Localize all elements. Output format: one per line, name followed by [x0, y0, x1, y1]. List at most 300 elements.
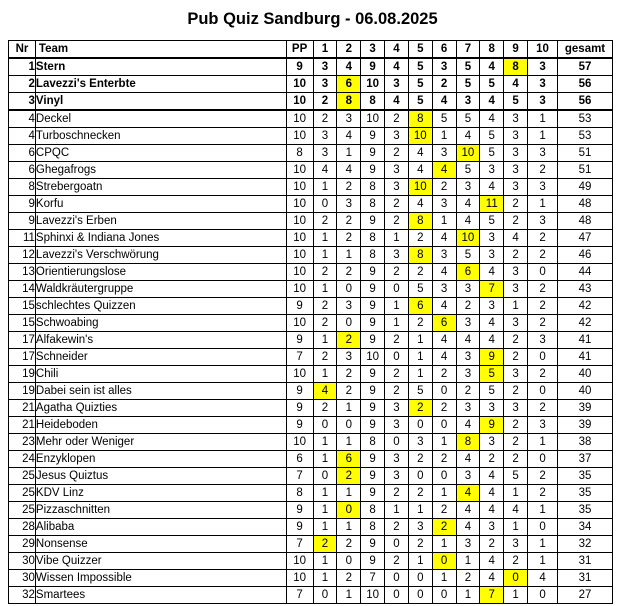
round-9-score-cell: 3 — [504, 128, 528, 145]
total-cell: 47 — [558, 230, 613, 247]
round-2-score-cell: 0 — [337, 417, 361, 434]
total-cell: 51 — [558, 162, 613, 179]
round-7-score-cell: 10 — [456, 145, 480, 162]
pp-cell: 10 — [286, 247, 313, 264]
round-9-score-cell: 2 — [504, 213, 528, 230]
round-7-score-cell: 3 — [456, 93, 480, 111]
header-round-7: 7 — [456, 41, 480, 59]
total-cell: 51 — [558, 145, 613, 162]
round-8-score-cell: 4 — [480, 264, 504, 281]
pp-cell: 6 — [286, 451, 313, 468]
round-5-score-cell: 3 — [408, 434, 432, 451]
table-row — [9, 298, 613, 315]
round-6-score-cell: 3 — [432, 58, 456, 76]
round-4-score-cell: 2 — [385, 332, 409, 349]
total-cell: 34 — [558, 519, 613, 536]
round-5-score-cell: 1 — [408, 349, 432, 366]
pp-cell: 7 — [286, 536, 313, 553]
rank-cell: 9 — [9, 196, 36, 213]
round-10-score-cell: 3 — [528, 417, 558, 434]
pp-cell: 10 — [286, 315, 313, 332]
round-7-score-cell: 5 — [456, 162, 480, 179]
round-7-score-cell: 3 — [456, 349, 480, 366]
header-round-4: 4 — [385, 41, 409, 59]
round-7-score-cell: 5 — [456, 247, 480, 264]
round-10-score-cell: 2 — [528, 298, 558, 315]
total-cell: 31 — [558, 570, 613, 587]
round-2-score-cell: 1 — [337, 247, 361, 264]
round-9-score-cell: 3 — [504, 145, 528, 162]
team-name-cell: Agatha Quizties — [35, 400, 286, 417]
round-1-score-cell: 3 — [313, 128, 337, 145]
round-1-score-cell: 3 — [313, 58, 337, 76]
round-9-score-cell: 2 — [504, 349, 528, 366]
round-2-score-cell: 2 — [337, 366, 361, 383]
total-cell: 38 — [558, 434, 613, 451]
round-2-score-cell: 2 — [337, 179, 361, 196]
round-3-score-cell: 9 — [361, 332, 385, 349]
round-8-score-cell: 4 — [480, 332, 504, 349]
pp-cell: 8 — [286, 485, 313, 502]
round-7-score-cell: 3 — [456, 468, 480, 485]
rank-cell: 17 — [9, 349, 36, 366]
round-8-score-cell: 3 — [480, 519, 504, 536]
team-name-cell: Deckel — [35, 110, 286, 128]
round-10-score-cell: 1 — [528, 502, 558, 519]
round-7-score-cell: 8 — [456, 434, 480, 451]
round-2-score-cell: 3 — [337, 196, 361, 213]
round-3-score-cell: 9 — [361, 264, 385, 281]
round-7-score-cell: 3 — [456, 400, 480, 417]
round-7-score-cell: 3 — [456, 536, 480, 553]
round-8-score-cell: 5 — [480, 128, 504, 145]
header-pp: PP — [286, 41, 313, 59]
rank-cell: 23 — [9, 434, 36, 451]
round-8-score-cell: 5 — [480, 76, 504, 93]
total-cell: 40 — [558, 366, 613, 383]
round-1-score-cell: 2 — [313, 93, 337, 111]
round-5-score-cell: 4 — [408, 145, 432, 162]
total-cell: 39 — [558, 417, 613, 434]
total-cell: 49 — [558, 179, 613, 196]
total-cell: 56 — [558, 93, 613, 111]
rank-cell: 13 — [9, 264, 36, 281]
header-round-10: 10 — [528, 41, 558, 59]
round-8-score-cell: 4 — [480, 315, 504, 332]
round-2-score-cell: 3 — [337, 298, 361, 315]
round-7-score-cell: 4 — [456, 451, 480, 468]
round-3-score-cell: 8 — [361, 247, 385, 264]
table-row — [9, 451, 613, 468]
round-10-score-cell: 1 — [528, 434, 558, 451]
round-6-score-cell: 3 — [432, 247, 456, 264]
total-cell: 53 — [558, 128, 613, 145]
pp-cell: 9 — [286, 383, 313, 400]
round-5-score-cell: 2 — [408, 451, 432, 468]
rank-cell: 30 — [9, 553, 36, 570]
round-3-score-cell: 7 — [361, 570, 385, 587]
round-6-score-cell: 2 — [432, 76, 456, 93]
round-5-score-cell: 0 — [408, 587, 432, 604]
round-2-score-cell: 3 — [337, 349, 361, 366]
rank-cell: 21 — [9, 417, 36, 434]
round-2-score-cell: 2 — [337, 536, 361, 553]
round-5-score-cell: 0 — [408, 417, 432, 434]
header-round-8: 8 — [480, 41, 504, 59]
round-8-score-cell: 3 — [480, 400, 504, 417]
round-1-score-cell: 1 — [313, 519, 337, 536]
total-cell: 41 — [558, 349, 613, 366]
team-name-cell: Waldkräutergruppe — [35, 281, 286, 298]
round-3-score-cell: 8 — [361, 519, 385, 536]
round-7-score-cell: 1 — [456, 587, 480, 604]
round-5-score-cell: 1 — [408, 502, 432, 519]
round-7-score-cell: 5 — [456, 76, 480, 93]
round-9-score-cell: 3 — [504, 281, 528, 298]
team-name-cell: Lavezzi's Verschwörung — [35, 247, 286, 264]
total-cell: 32 — [558, 536, 613, 553]
round-6-score-cell: 4 — [432, 162, 456, 179]
round-2-score-cell: 2 — [337, 230, 361, 247]
table-row — [9, 76, 613, 93]
table-row — [9, 58, 613, 76]
round-9-score-cell: 1 — [504, 587, 528, 604]
round-5-score-cell: 0 — [408, 570, 432, 587]
rank-cell: 12 — [9, 247, 36, 264]
round-7-score-cell: 2 — [456, 383, 480, 400]
round-5-score-cell: 5 — [408, 93, 432, 111]
round-6-score-cell: 2 — [432, 400, 456, 417]
rank-cell: 9 — [9, 213, 36, 230]
round-7-score-cell: 5 — [456, 110, 480, 128]
team-name-cell: CPQC — [35, 145, 286, 162]
round-8-score-cell: 9 — [480, 349, 504, 366]
total-cell: 57 — [558, 58, 613, 76]
round-6-score-cell: 4 — [432, 230, 456, 247]
round-7-score-cell: 2 — [456, 298, 480, 315]
round-9-score-cell: 3 — [504, 315, 528, 332]
header-row — [9, 41, 613, 59]
pp-cell: 9 — [286, 400, 313, 417]
round-3-score-cell: 9 — [361, 145, 385, 162]
team-name-cell: Jesus Quiztus — [35, 468, 286, 485]
round-1-score-cell: 0 — [313, 417, 337, 434]
pp-cell: 10 — [286, 281, 313, 298]
round-2-score-cell: 2 — [337, 383, 361, 400]
header-round-6: 6 — [432, 41, 456, 59]
round-3-score-cell: 9 — [361, 162, 385, 179]
team-name-cell: Nonsense — [35, 536, 286, 553]
round-10-score-cell: 2 — [528, 400, 558, 417]
round-5-score-cell: 2 — [408, 485, 432, 502]
round-8-score-cell: 7 — [480, 281, 504, 298]
round-3-score-cell: 8 — [361, 230, 385, 247]
round-6-score-cell: 0 — [432, 587, 456, 604]
round-3-score-cell: 10 — [361, 76, 385, 93]
round-10-score-cell: 0 — [528, 587, 558, 604]
round-8-score-cell: 4 — [480, 468, 504, 485]
round-2-score-cell: 0 — [337, 502, 361, 519]
round-2-score-cell: 2 — [337, 468, 361, 485]
pp-cell: 10 — [286, 570, 313, 587]
team-name-cell: Pizzaschnitten — [35, 502, 286, 519]
round-3-score-cell: 8 — [361, 434, 385, 451]
round-10-score-cell: 1 — [528, 536, 558, 553]
round-2-score-cell: 0 — [337, 281, 361, 298]
round-2-score-cell: 2 — [337, 332, 361, 349]
round-3-score-cell: 9 — [361, 298, 385, 315]
total-cell: 44 — [558, 264, 613, 281]
rank-cell: 25 — [9, 468, 36, 485]
round-1-score-cell: 0 — [313, 196, 337, 213]
round-3-score-cell: 10 — [361, 110, 385, 128]
round-7-score-cell: 4 — [456, 213, 480, 230]
team-name-cell: Stern — [35, 58, 286, 76]
round-8-score-cell: 2 — [480, 536, 504, 553]
team-name-cell: Smartees — [35, 587, 286, 604]
pp-cell: 10 — [286, 230, 313, 247]
round-2-score-cell: 1 — [337, 587, 361, 604]
pp-cell: 10 — [286, 76, 313, 93]
pp-cell: 10 — [286, 196, 313, 213]
team-name-cell: Schneider — [35, 349, 286, 366]
round-1-score-cell: 2 — [313, 536, 337, 553]
round-8-score-cell: 3 — [480, 230, 504, 247]
round-5-score-cell: 8 — [408, 110, 432, 128]
team-name-cell: Enzyklopen — [35, 451, 286, 468]
total-cell: 39 — [558, 400, 613, 417]
round-8-score-cell: 4 — [480, 502, 504, 519]
team-name-cell: Chili — [35, 366, 286, 383]
round-2-score-cell: 4 — [337, 128, 361, 145]
round-5-score-cell: 4 — [408, 162, 432, 179]
round-9-score-cell: 3 — [504, 264, 528, 281]
round-2-score-cell: 8 — [337, 93, 361, 111]
round-2-score-cell: 2 — [337, 570, 361, 587]
round-6-score-cell: 3 — [432, 281, 456, 298]
pp-cell: 10 — [286, 128, 313, 145]
pp-cell: 10 — [286, 162, 313, 179]
pp-cell: 7 — [286, 468, 313, 485]
round-1-score-cell: 2 — [313, 400, 337, 417]
team-name-cell: Schwoabing — [35, 315, 286, 332]
rank-cell: 29 — [9, 536, 36, 553]
round-4-score-cell: 1 — [385, 298, 409, 315]
round-9-score-cell: 3 — [504, 366, 528, 383]
rank-cell: 11 — [9, 230, 36, 247]
round-9-score-cell: 0 — [504, 570, 528, 587]
round-3-score-cell: 9 — [361, 553, 385, 570]
round-9-score-cell: 4 — [504, 230, 528, 247]
round-4-score-cell: 3 — [385, 400, 409, 417]
table-row — [9, 468, 613, 485]
total-cell: 48 — [558, 213, 613, 230]
round-3-score-cell: 9 — [361, 400, 385, 417]
round-6-score-cell: 5 — [432, 110, 456, 128]
round-7-score-cell: 4 — [456, 332, 480, 349]
round-1-score-cell: 2 — [313, 349, 337, 366]
round-9-score-cell: 3 — [504, 400, 528, 417]
round-9-score-cell: 2 — [504, 451, 528, 468]
round-3-score-cell: 9 — [361, 366, 385, 383]
round-8-score-cell: 3 — [480, 162, 504, 179]
round-4-score-cell: 2 — [385, 553, 409, 570]
round-5-score-cell: 10 — [408, 179, 432, 196]
team-name-cell: Mehr oder Weniger — [35, 434, 286, 451]
round-4-score-cell: 2 — [385, 383, 409, 400]
round-7-score-cell: 10 — [456, 230, 480, 247]
pp-cell: 10 — [286, 366, 313, 383]
round-10-score-cell: 3 — [528, 93, 558, 111]
pp-cell: 9 — [286, 332, 313, 349]
round-9-score-cell: 4 — [504, 76, 528, 93]
round-4-score-cell: 0 — [385, 349, 409, 366]
round-10-score-cell: 4 — [528, 570, 558, 587]
round-4-score-cell: 0 — [385, 536, 409, 553]
total-cell: 53 — [558, 110, 613, 128]
team-name-cell: Strebergoatn — [35, 179, 286, 196]
total-cell: 40 — [558, 383, 613, 400]
round-6-score-cell: 1 — [432, 434, 456, 451]
round-10-score-cell: 2 — [528, 281, 558, 298]
round-1-score-cell: 2 — [313, 298, 337, 315]
round-6-score-cell: 4 — [432, 298, 456, 315]
round-6-score-cell: 1 — [432, 536, 456, 553]
round-2-score-cell: 1 — [337, 485, 361, 502]
round-10-score-cell: 2 — [528, 485, 558, 502]
round-1-score-cell: 2 — [313, 264, 337, 281]
round-10-score-cell: 0 — [528, 349, 558, 366]
round-4-score-cell: 2 — [385, 519, 409, 536]
pp-cell: 10 — [286, 93, 313, 111]
round-7-score-cell: 2 — [456, 570, 480, 587]
header-round-2: 2 — [337, 41, 361, 59]
pp-cell: 7 — [286, 349, 313, 366]
team-name-cell: Alibaba — [35, 519, 286, 536]
round-2-score-cell: 3 — [337, 110, 361, 128]
results-table — [8, 40, 613, 604]
round-8-score-cell: 5 — [480, 213, 504, 230]
round-8-score-cell: 4 — [480, 110, 504, 128]
round-10-score-cell: 0 — [528, 383, 558, 400]
team-name-cell: Turboschnecken — [35, 128, 286, 145]
table-row — [9, 179, 613, 196]
rank-cell: 15 — [9, 298, 36, 315]
table-row — [9, 162, 613, 179]
round-1-score-cell: 1 — [313, 332, 337, 349]
round-10-score-cell: 2 — [528, 230, 558, 247]
rank-cell: 3 — [9, 93, 36, 111]
round-4-score-cell: 1 — [385, 315, 409, 332]
team-name-cell: Vibe Quizzer — [35, 553, 286, 570]
round-4-score-cell: 3 — [385, 76, 409, 93]
table-row — [9, 485, 613, 502]
rank-cell: 1 — [9, 58, 36, 76]
round-6-score-cell: 4 — [432, 332, 456, 349]
round-8-score-cell: 5 — [480, 145, 504, 162]
round-9-score-cell: 1 — [504, 519, 528, 536]
pp-cell: 8 — [286, 145, 313, 162]
round-8-score-cell: 2 — [480, 451, 504, 468]
team-name-cell: Korfu — [35, 196, 286, 213]
rank-cell: 19 — [9, 383, 36, 400]
round-1-score-cell: 4 — [313, 383, 337, 400]
round-9-score-cell: 8 — [504, 58, 528, 76]
round-7-score-cell: 4 — [456, 485, 480, 502]
round-8-score-cell: 5 — [480, 383, 504, 400]
round-5-score-cell: 2 — [408, 264, 432, 281]
round-9-score-cell: 3 — [504, 536, 528, 553]
round-10-score-cell: 2 — [528, 366, 558, 383]
round-3-score-cell: 8 — [361, 179, 385, 196]
round-5-score-cell: 3 — [408, 519, 432, 536]
team-name-cell: Ghegafrogs — [35, 162, 286, 179]
round-9-score-cell: 1 — [504, 485, 528, 502]
total-cell: 35 — [558, 468, 613, 485]
header-round-9: 9 — [504, 41, 528, 59]
round-9-score-cell: 3 — [504, 179, 528, 196]
round-6-score-cell: 4 — [432, 349, 456, 366]
team-name-cell: Dabei sein ist alles — [35, 383, 286, 400]
round-6-score-cell: 6 — [432, 315, 456, 332]
rank-cell: 2 — [9, 76, 36, 93]
round-10-score-cell: 0 — [528, 519, 558, 536]
round-10-score-cell: 2 — [528, 468, 558, 485]
round-10-score-cell: 2 — [528, 315, 558, 332]
header-round-1: 1 — [313, 41, 337, 59]
total-cell: 43 — [558, 281, 613, 298]
round-1-score-cell: 1 — [313, 502, 337, 519]
round-9-score-cell: 2 — [504, 247, 528, 264]
round-7-score-cell: 6 — [456, 264, 480, 281]
round-10-score-cell: 2 — [528, 162, 558, 179]
round-7-score-cell: 3 — [456, 281, 480, 298]
round-4-score-cell: 2 — [385, 196, 409, 213]
round-10-score-cell: 3 — [528, 76, 558, 93]
header-nr: Nr — [9, 41, 36, 59]
rank-cell: 19 — [9, 366, 36, 383]
rank-cell: 30 — [9, 570, 36, 587]
round-5-score-cell: 1 — [408, 553, 432, 570]
round-8-score-cell: 7 — [480, 587, 504, 604]
round-3-score-cell: 9 — [361, 468, 385, 485]
round-3-score-cell: 9 — [361, 213, 385, 230]
table-row — [9, 128, 613, 145]
round-4-score-cell: 3 — [385, 162, 409, 179]
round-5-score-cell: 6 — [408, 298, 432, 315]
round-3-score-cell: 9 — [361, 281, 385, 298]
round-5-score-cell: 2 — [408, 315, 432, 332]
table-row — [9, 349, 613, 366]
round-5-score-cell: 5 — [408, 76, 432, 93]
total-cell: 42 — [558, 315, 613, 332]
round-4-score-cell: 4 — [385, 93, 409, 111]
team-name-cell: Lavezzi's Enterbte — [35, 76, 286, 93]
total-cell: 35 — [558, 485, 613, 502]
round-5-score-cell: 2 — [408, 400, 432, 417]
round-4-score-cell: 3 — [385, 128, 409, 145]
table-row — [9, 366, 613, 383]
round-2-score-cell: 6 — [337, 451, 361, 468]
pp-cell: 9 — [286, 417, 313, 434]
total-cell: 46 — [558, 247, 613, 264]
round-4-score-cell: 0 — [385, 587, 409, 604]
round-9-score-cell: 5 — [504, 468, 528, 485]
round-10-score-cell: 1 — [528, 553, 558, 570]
round-6-score-cell: 1 — [432, 570, 456, 587]
round-6-score-cell: 2 — [432, 519, 456, 536]
round-2-score-cell: 4 — [337, 162, 361, 179]
